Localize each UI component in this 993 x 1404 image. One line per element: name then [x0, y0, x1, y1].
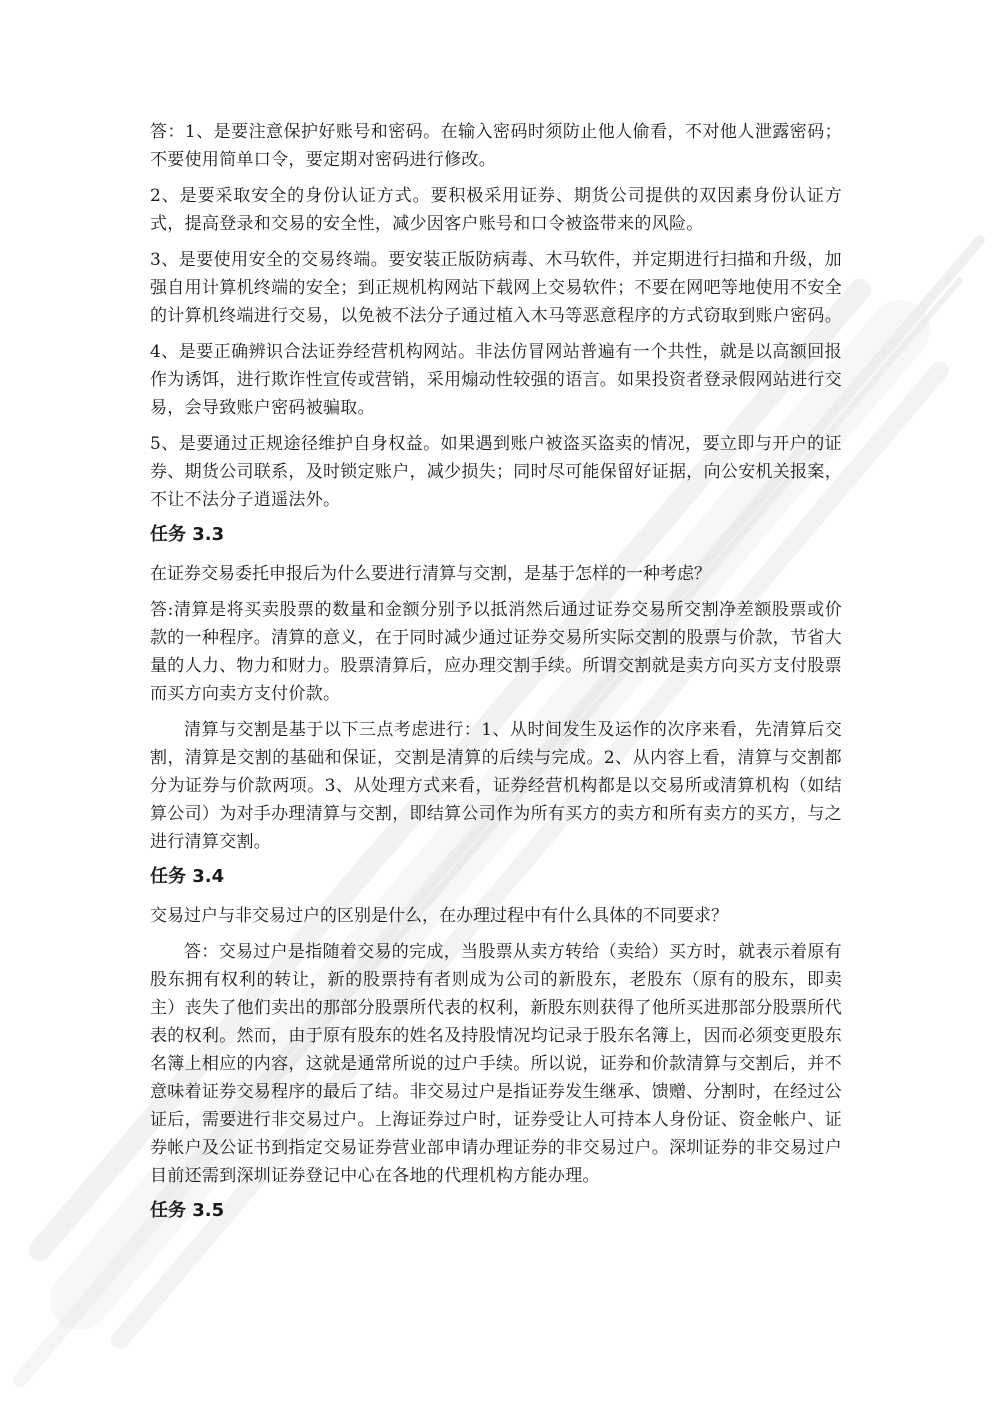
- task-heading-3-5: 任务 3.5: [150, 1200, 225, 1221]
- task-heading-3-4: 任务 3.4: [150, 866, 225, 887]
- answer-paragraph-1: 答：1、是要注意保护好账号和密码。在输入密码时须防止他人偷看，不对他人泄露密码；不要使用简单口令，要定期对密码进行修改。: [150, 122, 842, 170]
- answer-paragraph-3: 3、是要使用安全的交易终端。要安装正版防病毒、木马软件，并定期进行扫描和升级，加强自用计算机终端的安全；到正规机构网站下载网上交易软件；不要在网吧等地使用不安全的计算机终端进行交易，以免被不法分子通过植入木马等恶意程序的方式窃取到账户密码。: [150, 250, 842, 326]
- task-question-3-4: 交易过户与非交易过户的区别是什么，在办理过程中有什么具体的不同要求？: [150, 906, 728, 926]
- task-answer-3-3-part-2: 清算与交割是基于以下三点考虑进行：1、从时间发生及运作的次序来看，先清算后交割，清算是交割的基础和保证，交割是清算的后续与完成。2、从内容上看，清算与交割都分为证券与价款两项。3、从处理方式来看，证券经营机构都是以交易所或清算机构（如结算公司）为对手办理清算与交割，即结算公司作为所有买方的卖方和所有卖方的买方，与之进行清算交割。: [150, 720, 842, 852]
- answer-paragraph-5: 5、是要通过正规途径维护自身权益。如果遇到账户被盗买盗卖的情况，要立即与开户的证券、期货公司联系，及时锁定账户，减少损失；同时尽可能保留好证据，向公安机关报案，不让不法分子逍遥法外。: [150, 434, 842, 510]
- answer-paragraph-2: 2、是要采取安全的身份认证方式。要积极采用证券、期货公司提供的双因素身份认证方式，提高登录和交易的安全性，减少因客户账号和口令被盗带来的风险。: [150, 186, 842, 234]
- task-answer-3-4: 答：交易过户是指随着交易的完成，当股票从卖方转给（卖给）买方时，就表示着原有股东拥有权利的转让，新的股票持有者则成为公司的新股东，老股东（原有的股东，即卖主）丧失了他们卖出的那部分股票所代表的权利，新股东则获得了他所买进那部分股票所代表的权利。然而，由于原有股东的姓名及持股情况均记录于股东名簿上，因而必须变更股东名簿上相应的内容，这就是通常所说的过户手续。所以说，证券和价款清算与交割后，并不意味着证券交易程序的最后了结。非交易过户是指证券发生继承、馈赠、分割时，在经过公证后，需要进行非交易过户。上海证券过户时，证券受让人可持本人身份证、资金帐户、证券帐户及公证书到指定交易证券营业部申请办理证券的非交易过户。深圳证券的非交易过户目前还需到深圳证券登记中心在各地的代理机构方能办理。: [150, 942, 842, 1186]
- task-heading-3-3: 任务 3.3: [150, 524, 225, 545]
- document-body: [150, 118, 842, 1236]
- answer-paragraph-4: 4、是要正确辨识合法证券经营机构网站。非法仿冒网站普遍有一个共性，就是以高额回报作为诱饵，进行欺诈性宣传或营销，采用煽动性较强的语言。如果投资者登录假网站进行交易，会导致账户密码被骗取。: [150, 342, 842, 418]
- task-answer-3-3-part-1: 答:清算是将买卖股票的数量和金额分别予以抵消然后通过证券交易所交割净差额股票或价款的一种程序。清算的意义，在于同时减少通过证券交易所实际交割的股票与价款，节省大量的人力、物力和财力。股票清算后，应办理交割手续。所谓交割就是卖方向买方支付股票而买方向卖方支付价款。: [150, 600, 842, 704]
- task-question-3-3: 在证券交易委托申报后为什么要进行清算与交割，是基于怎样的一种考虑？: [150, 564, 711, 584]
